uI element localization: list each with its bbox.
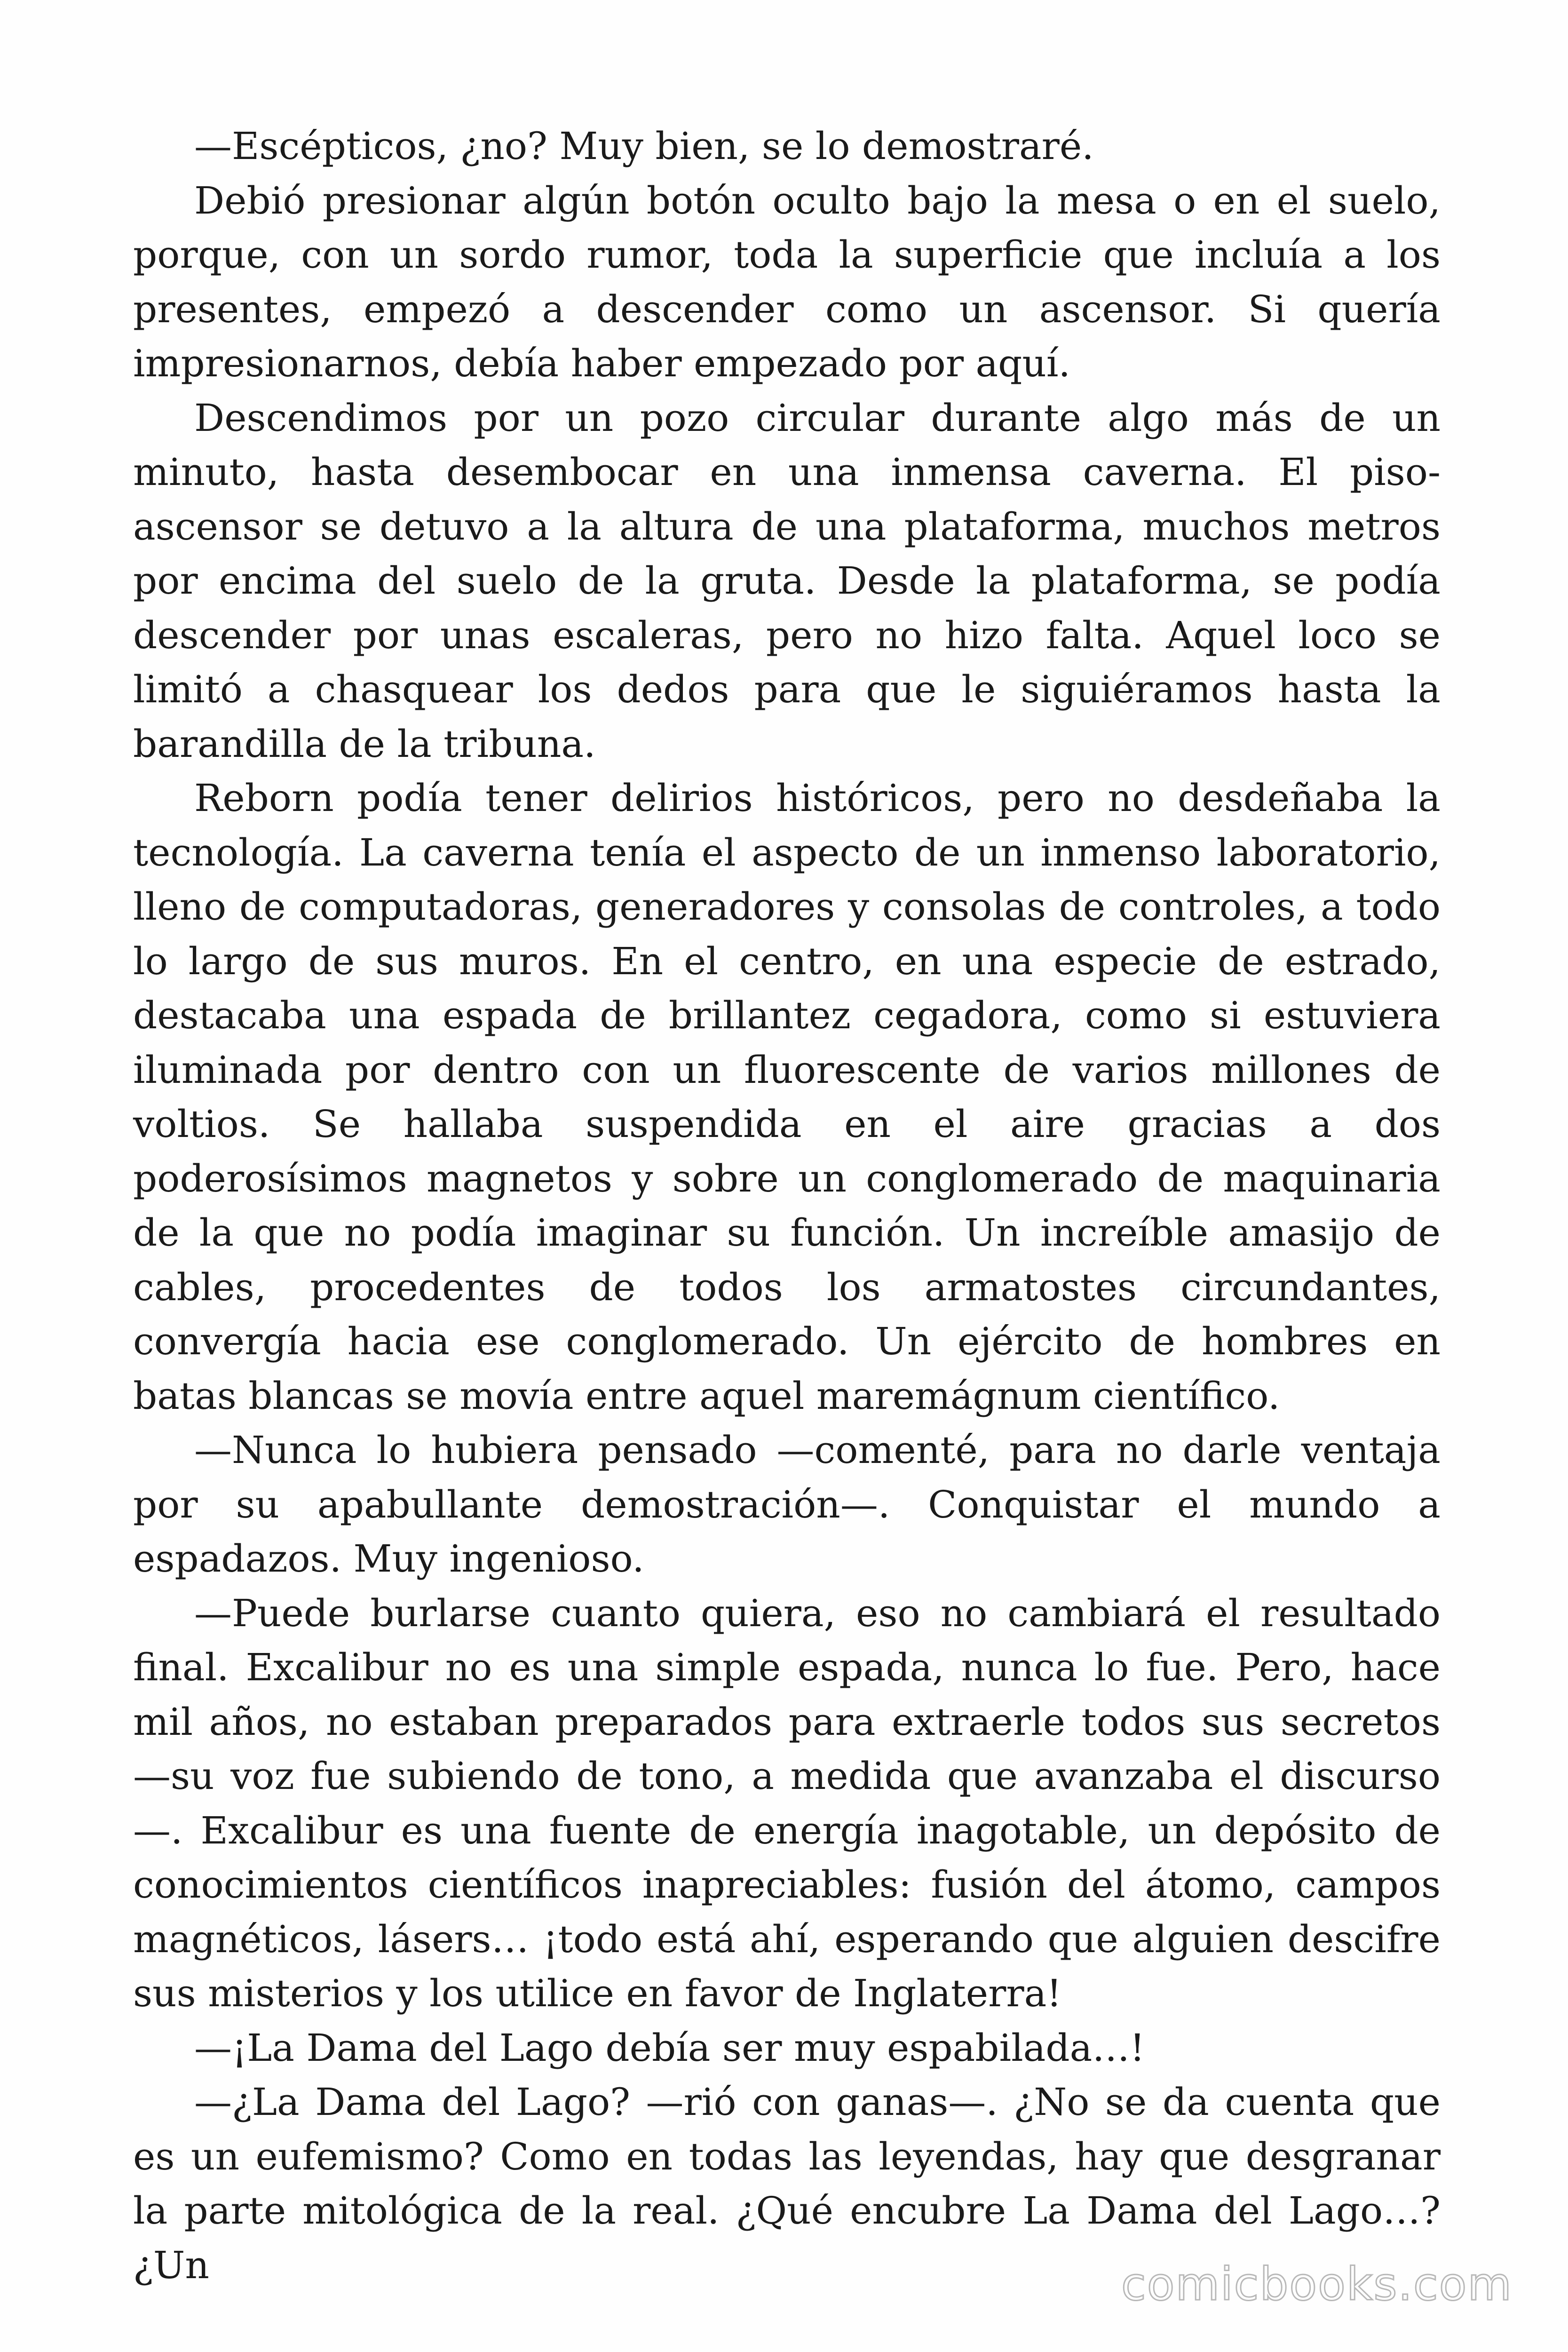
paragraph-7: —¡La Dama del Lago debía ser muy espabilada…! [194, 2026, 1145, 2070]
paragraph-1: —Escépticos, ¿no? Muy bien, se lo demostraré. [194, 124, 1094, 168]
text-column [133, 119, 1441, 2292]
paragraph-2: Debió presionar algún botón oculto bajo la mesa o en el suelo, porque, con un sordo rumor, toda la superficie que incluía a los presentes, empezó a descender como un ascensor. Si quería impresionarnos, debía haber empezado por aquí. [133, 178, 1441, 385]
paragraph-4: Reborn podía tener delirios históricos, pero no desdeñaba la tecnología. La caverna tenía el aspecto de un inmenso laboratorio, lleno de computadoras, generadores y consolas de controles, a todo lo largo de sus muros. En el centro, en una especie de estrado, destacaba una espada de brillantez cegadora, como si estuviera iluminada por dentro con un fluorescente de varios millones de voltios. Se hallaba suspendida en el aire gracias a dos poderosísimos magnetos y sobre un conglomerado de maquinaria de la que no podía imaginar su función. Un increíble amasijo de cables, procedentes de todos los armatostes circundantes, convergía hacia ese conglomerado. Un ejército de hombres en batas blancas se movía entre aquel maremágnum científico. [133, 776, 1441, 1418]
paragraph-8: —¿La Dama del Lago? —rió con ganas—. ¿No se da cuenta que es un eufemismo? Como en todas las leyendas, hay que desgranar la parte mitológica de la real. ¿Qué encubre La Dama del Lago…? ¿Un [133, 2080, 1441, 2287]
paragraph-5: —Nunca lo hubiera pensado —comenté, para no darle ventaja por su apabullante demostración—. Conquistar el mundo a espadazos. Muy ingenioso. [133, 1428, 1441, 1581]
paragraph-3: Descendimos por un pozo circular durante algo más de un minuto, hasta desembocar en una inmensa caverna. El piso-ascensor se detuvo a la altura de una plataforma, muchos metros por encima del suelo de la gruta. Desde la plataforma, se podía descender por unas escaleras, pero no hizo falta. Aquel loco se limitó a chasquear los dedos para que le siguiéramos hasta la barandilla de la tribuna. [133, 396, 1441, 766]
paragraph-6: —Puede burlarse cuanto quiera, eso no cambiará el resultado final. Excalibur no es una simple espada, nunca lo fue. Pero, hace mil años, no estaban preparados para extraerle todos sus secretos —su voz fue subiendo de tono, a medida que avanzaba el discurso—. Excalibur es una fuente de energía inagotable, un depósito de conocimientos científicos inapreciables: fusión del átomo, campos magnéticos, lásers… ¡todo está ahí, esperando que alguien descifre sus misterios y los utilice en favor de Inglaterra! [133, 1591, 1441, 2015]
watermark: comicbooks.com [1121, 2258, 1513, 2311]
